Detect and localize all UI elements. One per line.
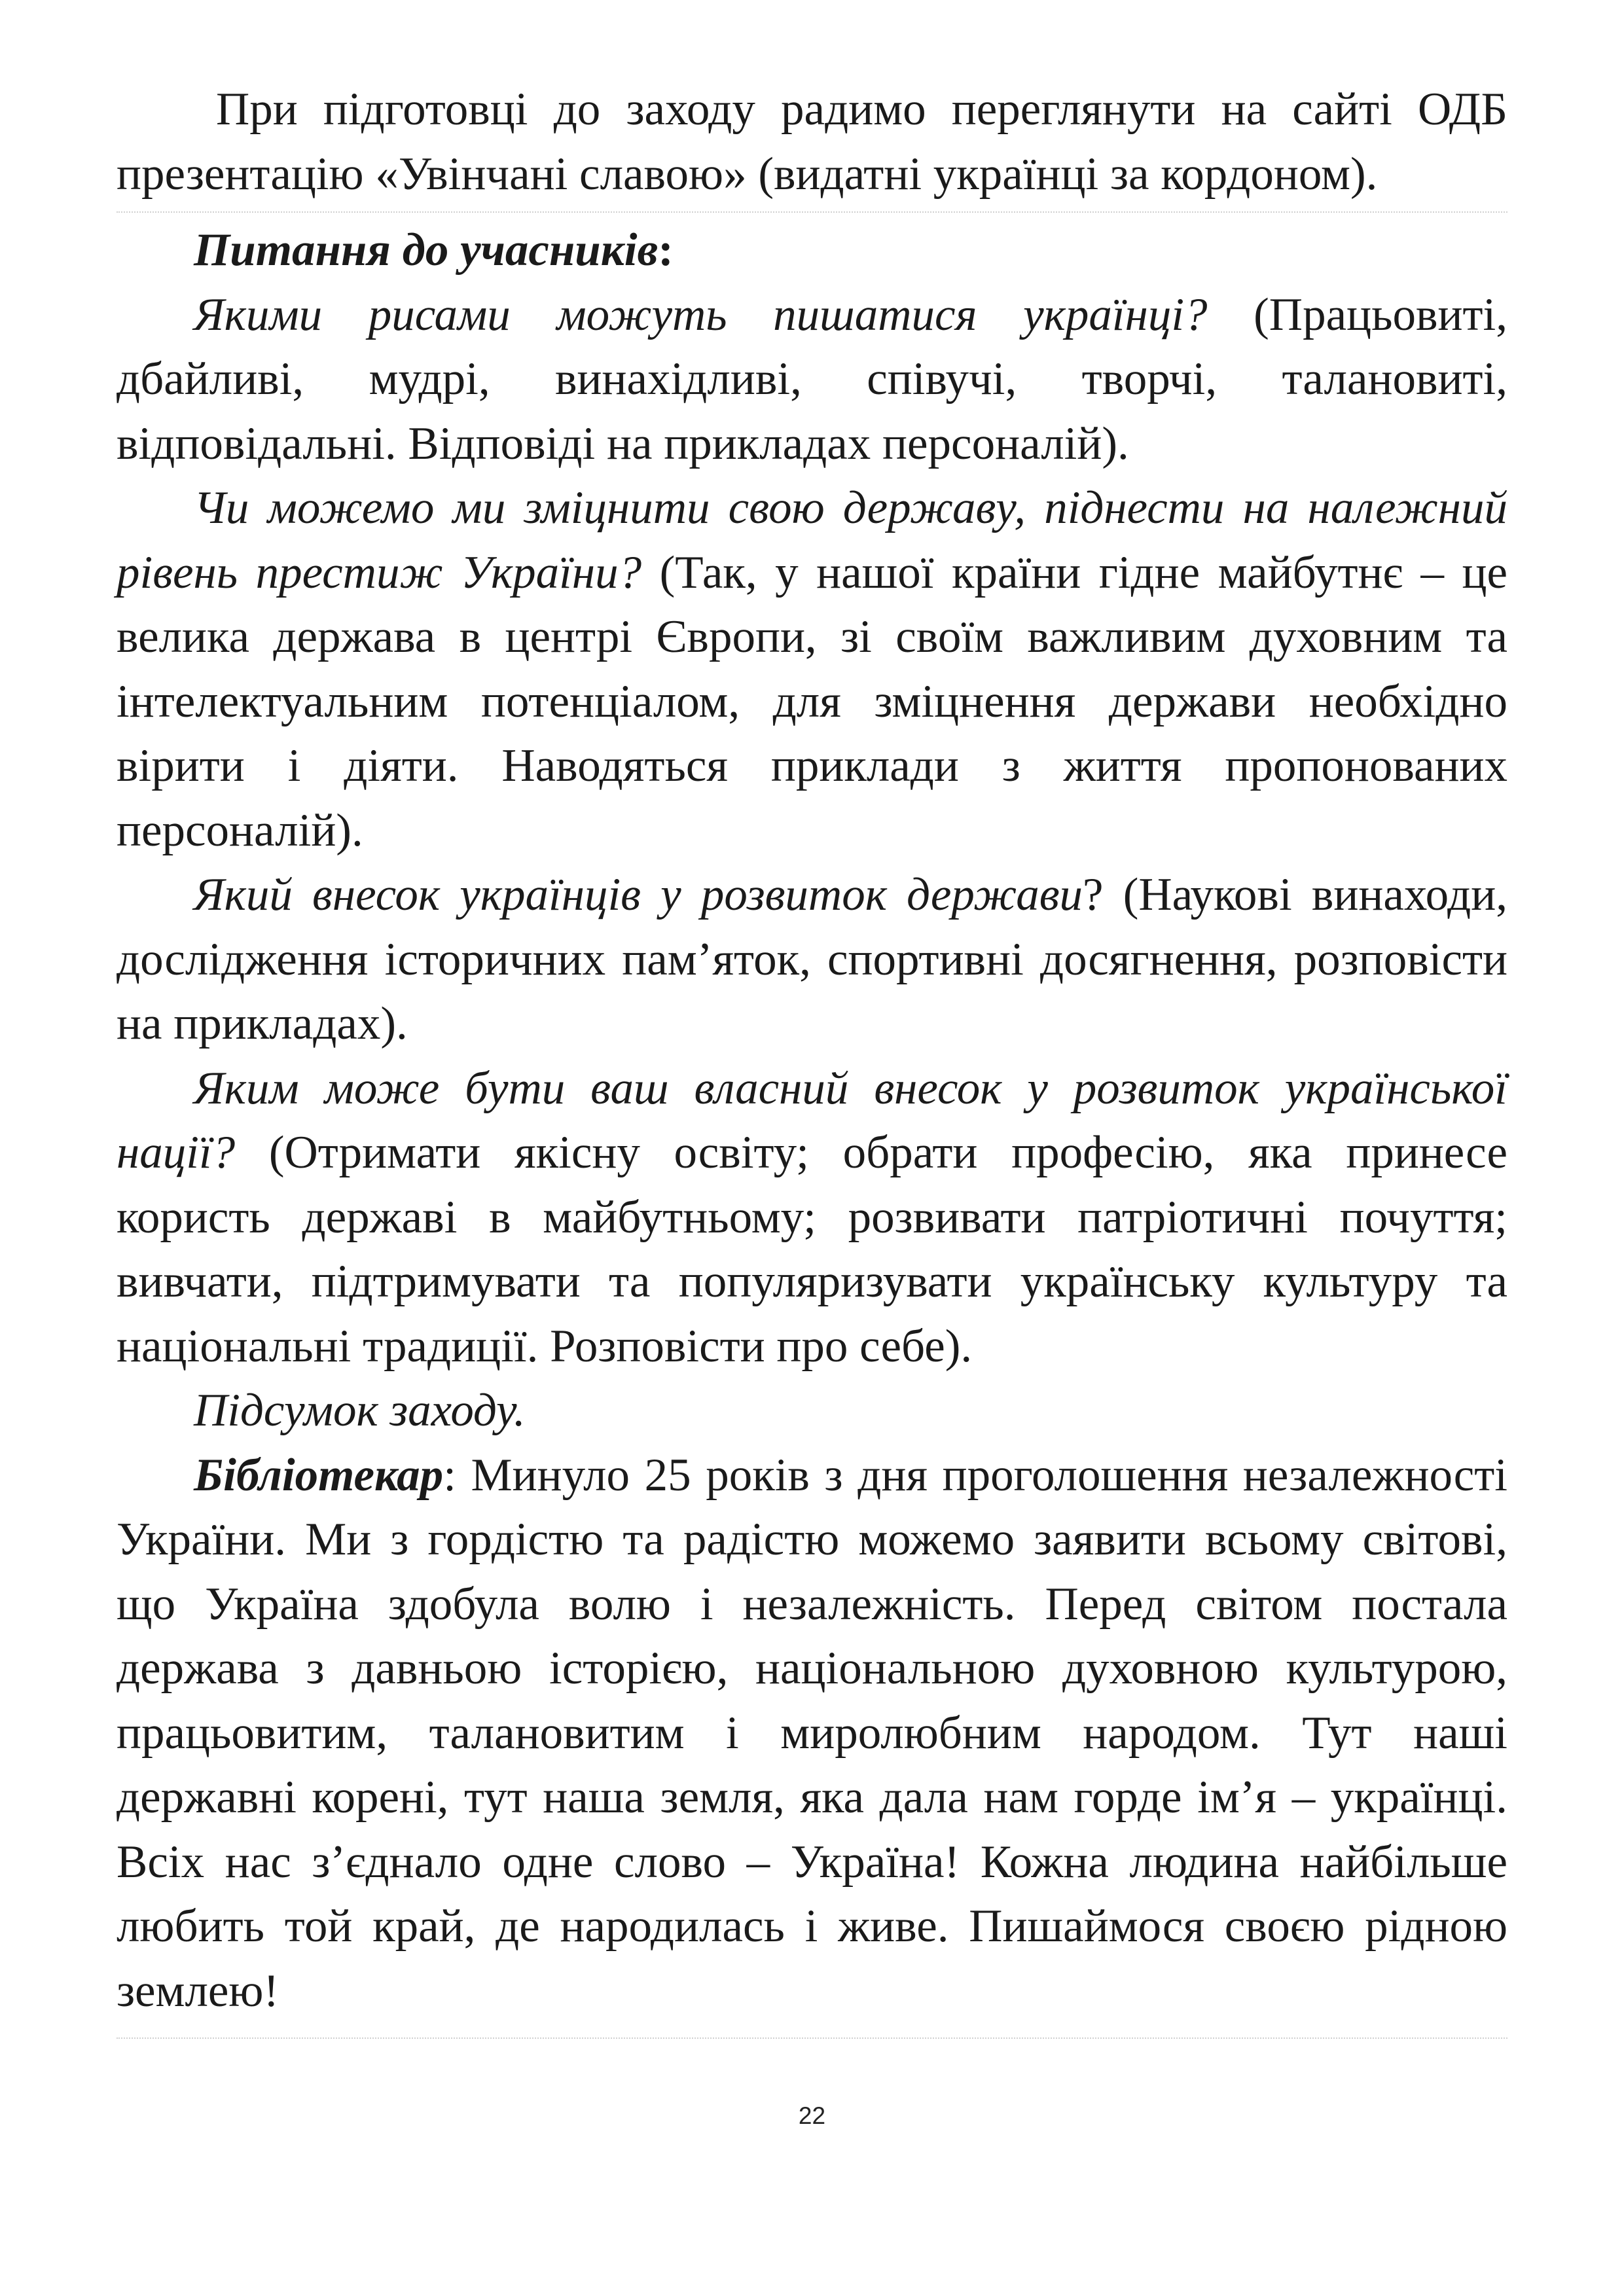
question-2-text: Чи можемо ми зміцнити свою державу, піднести на належний рівень престиж України? — [117, 482, 1507, 598]
dotted-separator-bottom — [117, 2037, 1507, 2039]
intro-text: При підготовці до заходу радимо переглянути на сайті ОДБ презентацію «Увінчані славою» (видатні українці за кордоном). — [117, 84, 1507, 200]
answer-2-text: (Так, у нашої країни гідне майбутнє – це велика держава в центрі Європи, зі своїм важливим духовним та інтелектуальним потенціалом, для зміцнення держави необхідно вірити і діяти. Наводяться приклади з життя пропонованих персоналій). — [117, 547, 1507, 856]
questions-heading — [117, 218, 1507, 283]
summary-text: Підсумок заходу. — [194, 1385, 526, 1436]
question-3 — [117, 863, 1507, 1056]
question-4 — [117, 1056, 1507, 1379]
answer-4-text: (Отримати якісну освіту; обрати професію, яка принесе користь державі в майбутньому; розвивати патріотичні почуття; вивчати, підтримувати та популяризувати українську культуру та національні традиції. Розповісти про себе). — [117, 1127, 1507, 1372]
answer-3-text: ? (Наукові винаходи, дослідження історичних пам’яток, спортивні досягнення, розповісти на прикладах). — [117, 869, 1507, 1049]
document-page — [117, 77, 1507, 2044]
page-number: 22 — [798, 2102, 826, 2129]
intro-paragraph — [117, 77, 1507, 206]
question-4-text: Яким може бути ваш власний внесок у розвиток української нації? — [117, 1062, 1507, 1178]
question-1 — [117, 283, 1507, 476]
question-3-text: Який внесок українців у розвиток держави — [194, 869, 1083, 920]
answer-1-text: (Працьовиті, дбайливі, мудрі, винахідливі, співучі, творчі, талановиті, відповідальні. Відповіді на прикладах персоналій). — [117, 289, 1507, 469]
questions-heading-text: Питання до учасників — [194, 224, 659, 276]
librarian-label: Бібліотекар — [194, 1449, 444, 1501]
dotted-separator — [117, 211, 1507, 213]
question-1-text: Якими рисами можуть пишатися українці? — [194, 289, 1208, 340]
summary-heading — [117, 1378, 1507, 1443]
librarian-paragraph — [117, 1443, 1507, 2024]
questions-heading-colon: : — [658, 224, 674, 276]
librarian-text: : Минуло 25 років з дня проголошення незалежності України. Ми з гордістю та радістю можемо заявити всьому світові, що Україна здобула волю і незалежність. Перед світом постала держава з давньою історією, національною духовною культурою, працьовитим, талановитим і миролюбним народом. Тут наші державні корені, тут наша земля, яка дала нам горде ім’я – українці. Всіх нас з’єднало одне слово – Україна! Кожна людина найбільше любить той край, де народилась і живе. Пишаймося своєю рідною землею! — [117, 1449, 1507, 2017]
question-2 — [117, 476, 1507, 863]
